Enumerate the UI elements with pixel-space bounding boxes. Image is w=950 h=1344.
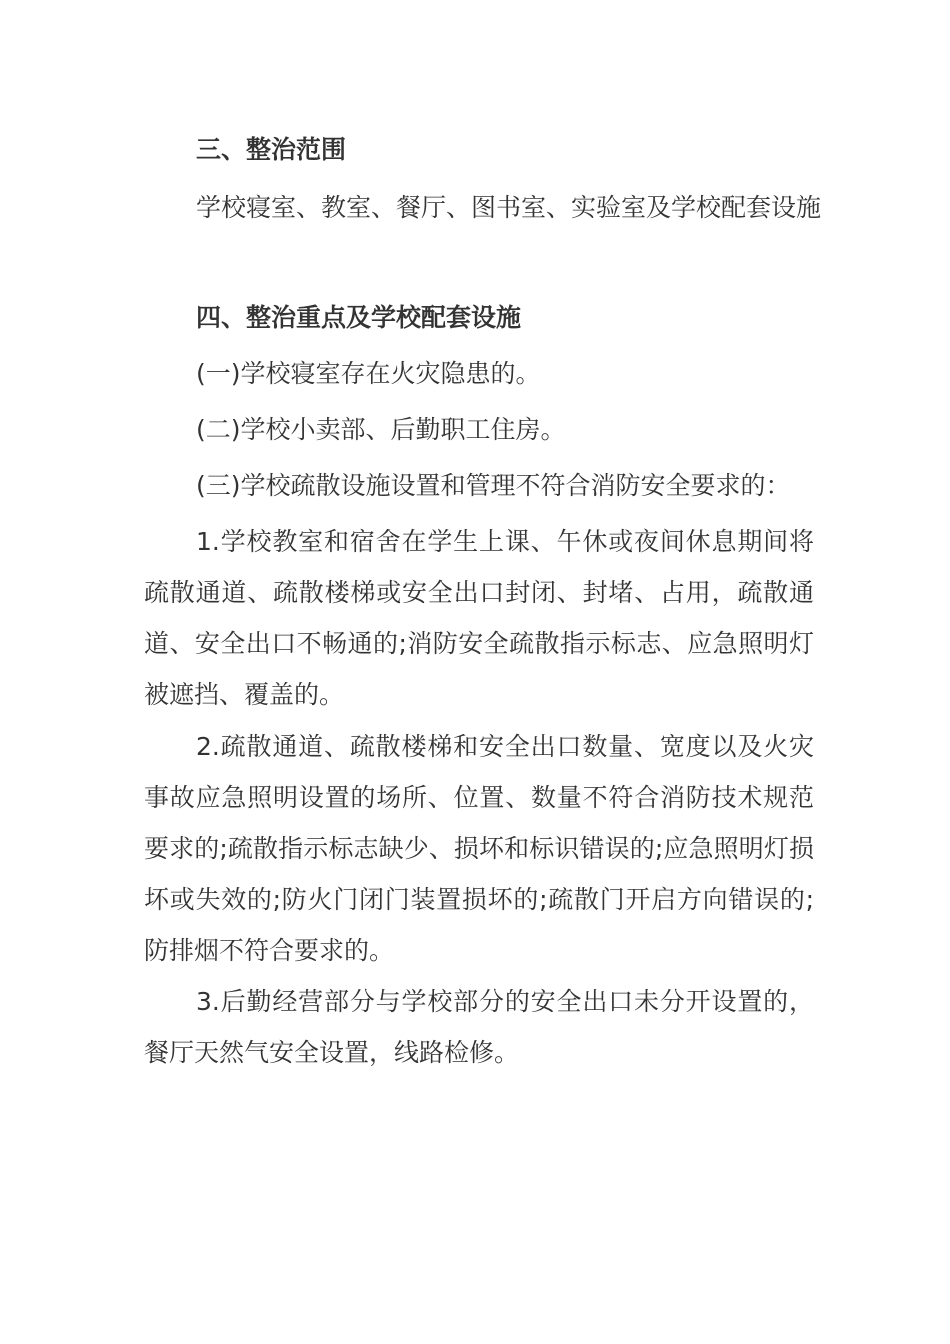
- paragraph-2: 2.疏散通道、疏散楼梯和安全出口数量、宽度以及火灾事故应急照明设置的场所、位置、数量不符合消防技术规范要求的;疏散指示标志缺少、损坏和标识错误的;应急照明灯损坏或失效的;防火门闭门装置损坏的;疏散门开启方向错误的;防排烟不符合要求的。: [144, 732, 814, 965]
- section4-item-3: (三)学校疏散设施设置和管理不符合消防安全要求的：: [196, 471, 791, 500]
- section3-scope-text: 学校寝室、教室、餐厅、图书室、实验室及学校配套设施: [196, 193, 822, 222]
- paragraph-3: 3.后勤经营部分与学校部分的安全出口未分开设置的，餐厅天然气安全设置，线路检修。: [144, 987, 814, 1067]
- paragraph-1: 1.学校教室和宿舍在学生上课、午休或夜间休息期间将疏散通道、疏散楼梯或安全出口封闭、封堵、占用，疏散通道、安全出口不畅通的;消防安全疏散指示标志、应急照明灯被遮挡、覆盖的。: [144, 527, 814, 709]
- section4-item-1: (一)学校寝室存在火灾隐患的。: [196, 359, 541, 388]
- section4-heading: 四、整治重点及学校配套设施: [196, 303, 522, 332]
- section4-item-2: (二)学校小卖部、后勤职工住房。: [196, 415, 566, 444]
- section3-heading: 三、整治范围: [196, 135, 347, 164]
